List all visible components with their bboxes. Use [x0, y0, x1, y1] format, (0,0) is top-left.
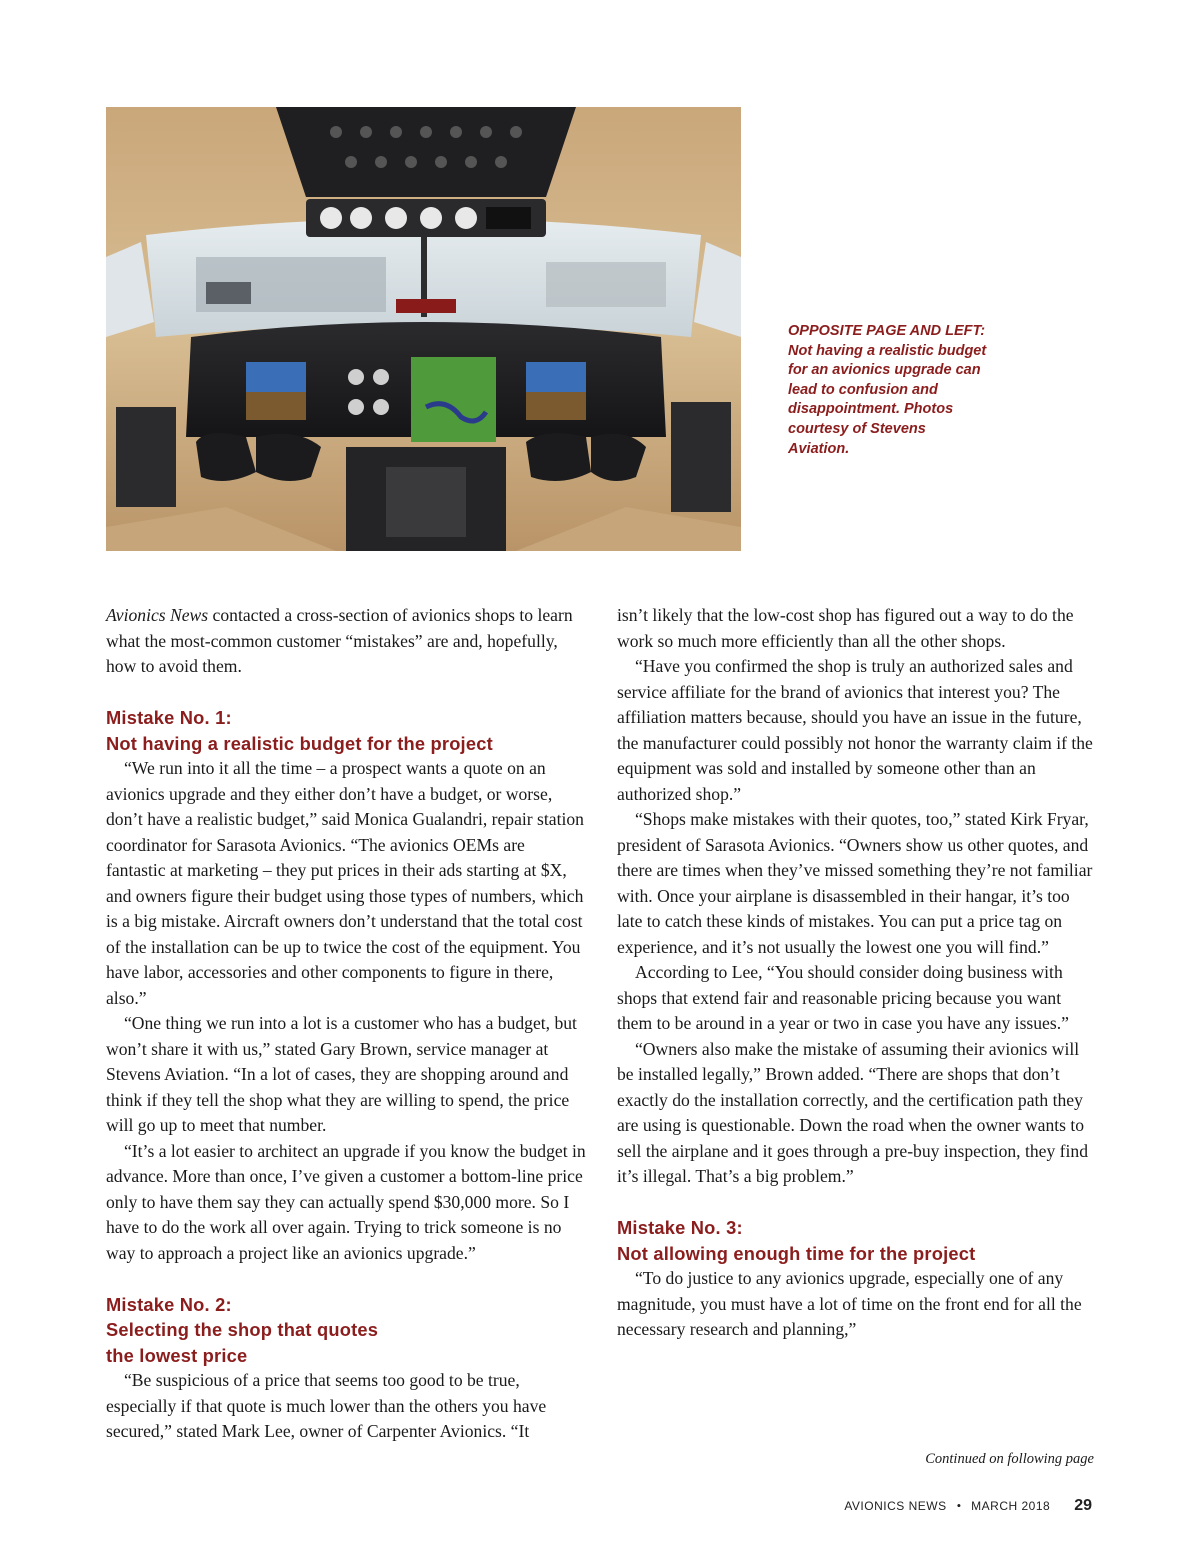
article-column-right [617, 603, 1097, 1343]
mistake-2-heading: Mistake No. 2: Selecting the shop that quotes the lowest price [106, 1293, 379, 1366]
publication-name: Avionics News [106, 605, 209, 625]
article-column-left [106, 603, 586, 1445]
paragraph: According to Lee, “You should consider doing business with shops that extend fair and reasonable pricing because you want them to be around in a year or two in case you have any issues.” [617, 962, 1069, 1033]
page-number: 29 [1074, 1497, 1092, 1514]
intro-paragraph: Avionics News contacted a cross-section of avionics shops to learn what the most-common customer “mistakes” are and, hopefully, how to avoid them. [106, 605, 573, 676]
cockpit-photo [106, 107, 741, 551]
footer-separator: • [956, 1498, 962, 1513]
paragraph: “Have you confirmed the shop is truly an authorized sales and service affiliate for the brand of avionics that interest you? The affiliation matters because, should you have an issue in the future, the manufacturer could possibly not honor the warranty claim if the equipment was sold and installed by someone other than an authorized shop.” [617, 656, 1093, 804]
paragraph: “It’s a lot easier to architect an upgrade if you know the budget in advance. More than once, I’ve given a customer a bottom-line price only to have them say they can actually spend $30,000 more. So I have to do the work all over again. Trying to trick someone is no way to approach a project like an avionics upgrade.” [106, 1140, 586, 1263]
continued-note: Continued on following page [925, 1451, 1094, 1467]
mistake-1-heading: Mistake No. 1: Not having a realistic budget for the project [106, 707, 493, 754]
footer-issue: MARCH 2018 [971, 1499, 1051, 1513]
paragraph: “We run into it all the time – a prospect wants a quote on an avionics upgrade and they either don’t have a budget, or worse, don’t have a realistic budget,” said Monica Gualandri, repair station coordinator for Sarasota Avionics. “The avionics OEMs are fantastic at marketing – they put prices in their ads starting at $X, and owners figure their budget using those types of numbers, which is a big mistake. Aircraft owners don’t understand that the total cost of the installation can be up to twice the cost of the equipment. You have labor, accessories and other components to figure in there, also.” [106, 758, 584, 1008]
page-footer [844, 1497, 1092, 1515]
paragraph: “One thing we run into a lot is a customer who has a budget, but won’t share it with us,” stated Gary Brown, service manager at Stevens Aviation. “In a lot of cases, they are shopping around and think if they tell the shop what they are willing to spend, the price will go up to meet that number. [106, 1013, 577, 1135]
paragraph: “Be suspicious of a price that seems too good to be true, especially if that quote is much lower than the others you have secured,” stated Mark Lee, owner of Carpenter Avionics. “It [106, 1370, 547, 1441]
photo-caption: OPPOSITE PAGE AND LEFT: Not having a realistic budget for an avionics upgrade can lead to confusion and disappointment. Photos courtesy of Stevens Aviation. [788, 323, 987, 457]
paragraph: “To do justice to any avionics upgrade, especially one of any magnitude, you must have a lot of time on the front end for all the necessary research and planning,” [617, 1268, 1082, 1339]
mistake-3-heading: Mistake No. 3: Not allowing enough time for the project [617, 1217, 976, 1264]
paragraph: “Shops make mistakes with their quotes, too,” stated Kirk Fryar, president of Sarasota Avionics. “Owners show us other quotes, and there are times when they’ve missed something they’re not familiar with. Once your airplane is disassembled in their hangar, it’s too late to catch these kinds of mistakes. You can put a price tag on experience, and it’s not usually the lowest one you will find.” [617, 809, 1093, 957]
paragraph: “Owners also make the mistake of assuming their avionics will be installed legally,” Brown added. “There are shops that don’t exactly do the installation correctly, and the certification path they are using is questionable. Down the road when the owner wants to sell the airplane and it goes through a pre-buy inspection, they find it’s illegal. That’s a big problem.” [617, 1038, 1088, 1186]
paragraph: isn’t likely that the low-cost shop has figured out a way to do the work so much more efficiently than all the other shops. [617, 605, 1074, 651]
footer-publication: AVIONICS NEWS [844, 1499, 947, 1513]
